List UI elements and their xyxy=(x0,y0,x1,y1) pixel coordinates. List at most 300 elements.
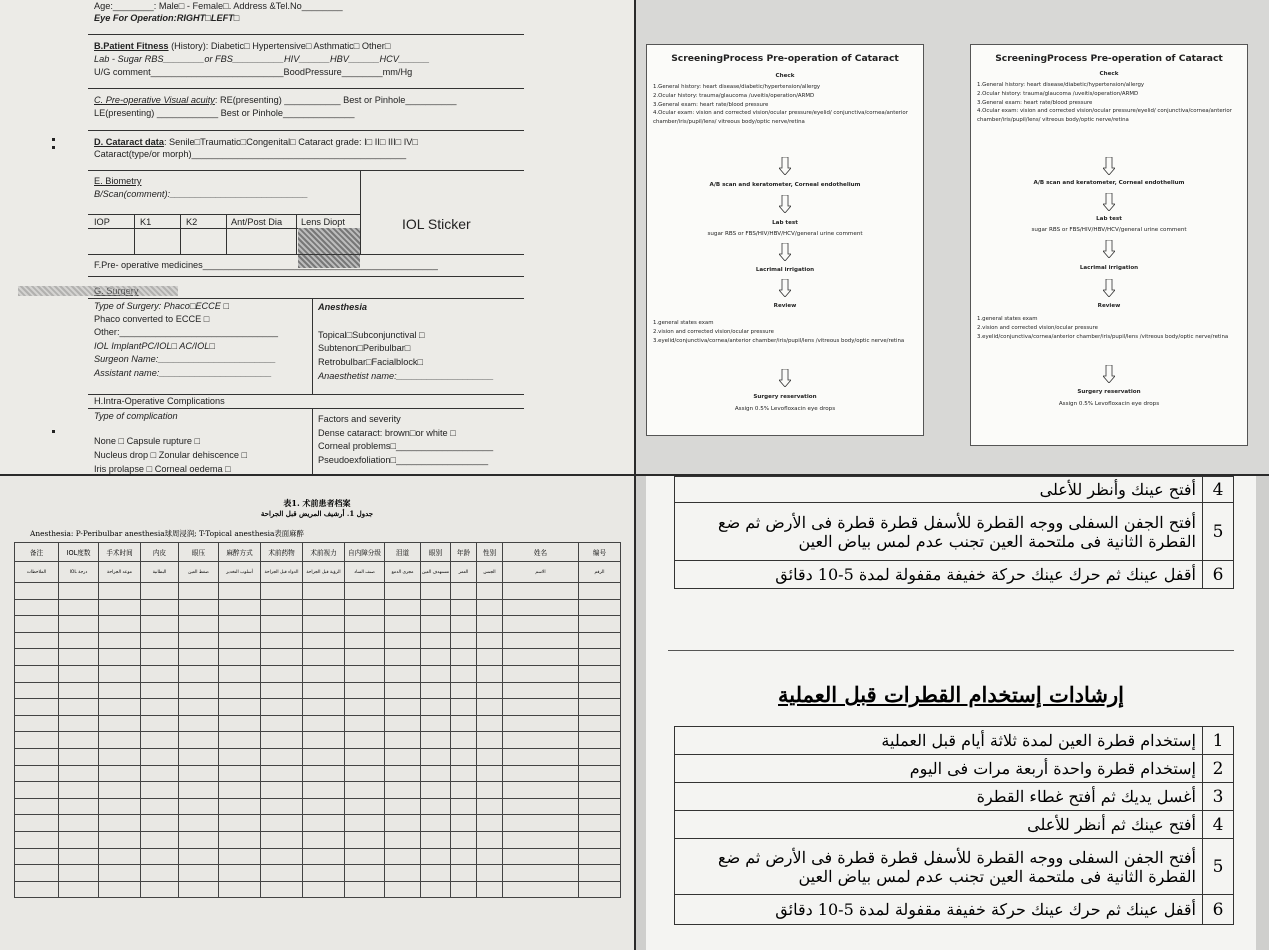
table-cell[interactable] xyxy=(219,616,261,633)
table-cell[interactable] xyxy=(141,831,179,848)
table-cell[interactable] xyxy=(261,649,303,666)
table-cell[interactable] xyxy=(451,715,477,732)
complication-line-2: Nucleus drop □ Zonular dehiscence □ xyxy=(94,450,248,460)
table-cell[interactable] xyxy=(579,815,621,832)
table-cell[interactable] xyxy=(345,649,385,666)
table-cell[interactable] xyxy=(15,798,59,815)
table-cell[interactable] xyxy=(503,665,579,682)
table-cell[interactable] xyxy=(303,782,345,799)
table-cell[interactable] xyxy=(261,616,303,633)
table-cell[interactable] xyxy=(99,815,141,832)
table-cell[interactable] xyxy=(303,699,345,716)
table-cell[interactable] xyxy=(477,616,503,633)
table-cell[interactable] xyxy=(261,848,303,865)
table-cell[interactable] xyxy=(385,682,421,699)
table-cell[interactable] xyxy=(141,599,179,616)
table-cell[interactable] xyxy=(261,748,303,765)
table-cell[interactable] xyxy=(15,831,59,848)
table-cell[interactable] xyxy=(303,715,345,732)
table-cell[interactable] xyxy=(15,715,59,732)
table-cell[interactable] xyxy=(503,649,579,666)
table-cell[interactable] xyxy=(579,616,621,633)
table-cell[interactable] xyxy=(421,665,451,682)
table-cell[interactable] xyxy=(503,599,579,616)
table-cell[interactable] xyxy=(219,798,261,815)
table-cell[interactable] xyxy=(579,848,621,865)
table-cell[interactable] xyxy=(503,632,579,649)
table-cell[interactable] xyxy=(385,748,421,765)
table-cell[interactable] xyxy=(477,732,503,749)
table-cell[interactable] xyxy=(579,699,621,716)
table-cell[interactable] xyxy=(261,599,303,616)
table-cell[interactable] xyxy=(503,583,579,600)
table-cell[interactable] xyxy=(59,765,99,782)
table-cell[interactable] xyxy=(345,682,385,699)
table-cell[interactable] xyxy=(59,815,99,832)
table-cell[interactable] xyxy=(385,715,421,732)
table-cell[interactable] xyxy=(261,583,303,600)
table-cell[interactable] xyxy=(261,831,303,848)
table-cell[interactable] xyxy=(503,748,579,765)
table-cell[interactable] xyxy=(579,798,621,815)
table-cell[interactable] xyxy=(303,881,345,898)
table-cell[interactable] xyxy=(219,665,261,682)
instruction-text: أفتح عينك ثم أنظر للأعلى xyxy=(675,811,1203,839)
table-cell[interactable] xyxy=(141,765,179,782)
table-cell[interactable] xyxy=(579,831,621,848)
table-cell[interactable] xyxy=(59,583,99,600)
table-subtitle: جدول 1. أرشيف المريض قبل الجراحة xyxy=(260,509,374,518)
table-cell[interactable] xyxy=(261,765,303,782)
table-cell[interactable] xyxy=(579,715,621,732)
table-cell[interactable] xyxy=(579,682,621,699)
table-cell[interactable] xyxy=(345,848,385,865)
table-cell[interactable] xyxy=(303,682,345,699)
table-cell[interactable] xyxy=(421,616,451,633)
table-cell[interactable] xyxy=(421,798,451,815)
table-cell[interactable] xyxy=(59,599,99,616)
table-cell[interactable] xyxy=(303,649,345,666)
table-cell[interactable] xyxy=(579,649,621,666)
table-cell[interactable] xyxy=(451,848,477,865)
table-cell[interactable] xyxy=(579,881,621,898)
table-cell[interactable] xyxy=(59,649,99,666)
table-cell[interactable] xyxy=(385,765,421,782)
header-cell: 眼压 xyxy=(179,543,219,562)
table-cell[interactable] xyxy=(385,782,421,799)
table-cell[interactable] xyxy=(385,616,421,633)
table-cell[interactable] xyxy=(15,649,59,666)
table-cell[interactable] xyxy=(99,881,141,898)
table-cell[interactable] xyxy=(477,649,503,666)
table-cell[interactable] xyxy=(179,782,219,799)
table-cell[interactable] xyxy=(345,881,385,898)
table-cell[interactable] xyxy=(179,599,219,616)
table-cell[interactable] xyxy=(385,665,421,682)
table-cell[interactable] xyxy=(99,583,141,600)
table-cell[interactable] xyxy=(385,732,421,749)
table-cell[interactable] xyxy=(477,831,503,848)
table-cell[interactable] xyxy=(451,732,477,749)
table-cell[interactable] xyxy=(421,815,451,832)
table-cell[interactable] xyxy=(59,665,99,682)
table-cell[interactable] xyxy=(15,848,59,865)
table-cell[interactable] xyxy=(503,782,579,799)
table-cell[interactable] xyxy=(261,632,303,649)
table-cell[interactable] xyxy=(345,748,385,765)
table-cell[interactable] xyxy=(219,831,261,848)
check-item: 2.Ocular history: trauma/glaucoma /uveitis/operation/ARMD xyxy=(653,92,815,99)
table-cell[interactable] xyxy=(303,732,345,749)
table-cell[interactable] xyxy=(261,798,303,815)
table-cell[interactable] xyxy=(477,798,503,815)
table-cell[interactable] xyxy=(579,732,621,749)
table-cell[interactable] xyxy=(345,765,385,782)
table-cell[interactable] xyxy=(421,649,451,666)
table-cell[interactable] xyxy=(303,583,345,600)
table-cell[interactable] xyxy=(451,815,477,832)
table-cell[interactable] xyxy=(219,682,261,699)
table-cell[interactable] xyxy=(345,665,385,682)
table-cell[interactable] xyxy=(385,632,421,649)
table-cell[interactable] xyxy=(179,583,219,600)
table-cell[interactable] xyxy=(421,715,451,732)
table-cell[interactable] xyxy=(219,715,261,732)
table-cell[interactable] xyxy=(99,732,141,749)
table-cell[interactable] xyxy=(385,798,421,815)
table-cell[interactable] xyxy=(421,765,451,782)
table-cell[interactable] xyxy=(451,583,477,600)
table-cell[interactable] xyxy=(303,599,345,616)
table-cell[interactable] xyxy=(477,815,503,832)
table-cell[interactable] xyxy=(477,848,503,865)
table-cell[interactable] xyxy=(141,732,179,749)
table-cell[interactable] xyxy=(503,616,579,633)
table-cell[interactable] xyxy=(303,616,345,633)
table-cell[interactable] xyxy=(59,682,99,699)
table-cell[interactable] xyxy=(179,831,219,848)
table-cell[interactable] xyxy=(303,765,345,782)
table-cell[interactable] xyxy=(579,632,621,649)
table-cell[interactable] xyxy=(421,599,451,616)
table-cell[interactable] xyxy=(141,881,179,898)
table-cell[interactable] xyxy=(385,583,421,600)
table-cell[interactable] xyxy=(261,682,303,699)
table-cell[interactable] xyxy=(179,815,219,832)
table-cell[interactable] xyxy=(261,732,303,749)
header-cell: 眼别 xyxy=(421,543,451,562)
table-cell[interactable] xyxy=(421,865,451,882)
table-cell[interactable] xyxy=(385,865,421,882)
table-cell[interactable] xyxy=(385,649,421,666)
table-cell[interactable] xyxy=(345,599,385,616)
table-cell[interactable] xyxy=(503,732,579,749)
table-cell[interactable] xyxy=(345,782,385,799)
table-cell[interactable] xyxy=(59,881,99,898)
table-cell[interactable] xyxy=(421,782,451,799)
header-cell: 姓名 xyxy=(503,543,579,562)
table-cell[interactable] xyxy=(179,848,219,865)
table-cell[interactable] xyxy=(99,682,141,699)
table-cell[interactable] xyxy=(421,682,451,699)
table-cell[interactable] xyxy=(421,583,451,600)
table-cell[interactable] xyxy=(179,699,219,716)
table-cell[interactable] xyxy=(303,632,345,649)
table-cell[interactable] xyxy=(451,765,477,782)
table-cell[interactable] xyxy=(451,881,477,898)
table-cell[interactable] xyxy=(59,616,99,633)
table-cell[interactable] xyxy=(141,715,179,732)
table-cell[interactable] xyxy=(345,616,385,633)
table-cell[interactable] xyxy=(261,782,303,799)
table-cell[interactable] xyxy=(99,715,141,732)
table-cell[interactable] xyxy=(451,699,477,716)
table-cell[interactable] xyxy=(421,632,451,649)
table-cell[interactable] xyxy=(219,583,261,600)
table-cell[interactable] xyxy=(219,699,261,716)
table-cell[interactable] xyxy=(303,831,345,848)
table-cell[interactable] xyxy=(59,782,99,799)
table-cell[interactable] xyxy=(579,748,621,765)
table-cell[interactable] xyxy=(579,865,621,882)
table-cell[interactable] xyxy=(503,798,579,815)
table-cell[interactable] xyxy=(219,732,261,749)
table-cell[interactable] xyxy=(99,765,141,782)
table-cell[interactable] xyxy=(99,632,141,649)
table-cell[interactable] xyxy=(59,699,99,716)
table-cell[interactable] xyxy=(219,599,261,616)
table-cell[interactable] xyxy=(421,831,451,848)
table-cell[interactable] xyxy=(451,616,477,633)
table-cell[interactable] xyxy=(59,848,99,865)
table-cell[interactable] xyxy=(141,782,179,799)
table-cell[interactable] xyxy=(179,715,219,732)
table-cell[interactable] xyxy=(579,665,621,682)
table-cell[interactable] xyxy=(503,831,579,848)
table-cell[interactable] xyxy=(15,583,59,600)
table-cell[interactable] xyxy=(579,765,621,782)
table-cell[interactable] xyxy=(15,815,59,832)
table-cell[interactable] xyxy=(179,665,219,682)
table-cell[interactable] xyxy=(451,798,477,815)
table-title: 表1. 术前患者档案 xyxy=(283,498,351,508)
table-cell[interactable] xyxy=(503,699,579,716)
table-cell[interactable] xyxy=(99,782,141,799)
table-cell[interactable] xyxy=(141,798,179,815)
table-cell[interactable] xyxy=(141,632,179,649)
table-cell[interactable] xyxy=(179,748,219,765)
table-cell[interactable] xyxy=(179,616,219,633)
table-cell[interactable] xyxy=(219,748,261,765)
table-cell[interactable] xyxy=(303,848,345,865)
table-cell[interactable] xyxy=(15,865,59,882)
review-item: 2.vision and corrected vision/ocular pressure xyxy=(977,324,1098,331)
table-cell[interactable] xyxy=(503,865,579,882)
table-cell[interactable] xyxy=(579,583,621,600)
table-cell[interactable] xyxy=(421,748,451,765)
table-cell[interactable] xyxy=(99,748,141,765)
table-cell[interactable] xyxy=(421,732,451,749)
table-cell[interactable] xyxy=(261,815,303,832)
table-cell[interactable] xyxy=(451,632,477,649)
table-cell[interactable] xyxy=(451,682,477,699)
table-cell[interactable] xyxy=(99,848,141,865)
table-cell[interactable] xyxy=(345,831,385,848)
table-cell[interactable] xyxy=(477,583,503,600)
table-cell[interactable] xyxy=(303,815,345,832)
table-cell[interactable] xyxy=(421,848,451,865)
table-cell[interactable] xyxy=(179,732,219,749)
table-cell[interactable] xyxy=(451,649,477,666)
instruction-text: إستخدام قطرة العين لمدة ثلاثة أيام قبل العملية xyxy=(675,727,1203,755)
table-cell[interactable] xyxy=(385,848,421,865)
table-cell[interactable] xyxy=(345,732,385,749)
table-cell[interactable] xyxy=(451,599,477,616)
table-cell[interactable] xyxy=(477,599,503,616)
table-cell[interactable] xyxy=(503,715,579,732)
instruction-row xyxy=(675,503,1234,561)
table-cell[interactable] xyxy=(141,865,179,882)
instruction-row xyxy=(675,783,1234,811)
table-cell[interactable] xyxy=(15,665,59,682)
table-cell[interactable] xyxy=(477,782,503,799)
table-cell[interactable] xyxy=(141,665,179,682)
table-cell[interactable] xyxy=(477,665,503,682)
table-cell[interactable] xyxy=(179,632,219,649)
table-cell[interactable] xyxy=(179,649,219,666)
table-row xyxy=(15,616,621,633)
table-cell[interactable] xyxy=(303,865,345,882)
table-cell[interactable] xyxy=(99,616,141,633)
table-cell[interactable] xyxy=(503,848,579,865)
table-cell[interactable] xyxy=(345,699,385,716)
table-cell[interactable] xyxy=(15,765,59,782)
table-cell[interactable] xyxy=(59,748,99,765)
table-cell[interactable] xyxy=(59,798,99,815)
table-cell[interactable] xyxy=(15,599,59,616)
table-cell[interactable] xyxy=(503,815,579,832)
table-cell[interactable] xyxy=(261,715,303,732)
table-cell[interactable] xyxy=(345,632,385,649)
table-cell[interactable] xyxy=(385,699,421,716)
table-cell[interactable] xyxy=(15,699,59,716)
table-cell[interactable] xyxy=(99,798,141,815)
table-cell[interactable] xyxy=(345,583,385,600)
table-cell[interactable] xyxy=(179,798,219,815)
table-cell[interactable] xyxy=(261,665,303,682)
table-cell[interactable] xyxy=(261,865,303,882)
table-cell[interactable] xyxy=(579,782,621,799)
table-cell[interactable] xyxy=(219,881,261,898)
table-cell[interactable] xyxy=(261,881,303,898)
table-cell[interactable] xyxy=(59,831,99,848)
complication-line-3: Iris prolapse □ Corneal oedema □ xyxy=(94,464,231,474)
table-cell[interactable] xyxy=(477,682,503,699)
table-cell[interactable] xyxy=(99,599,141,616)
table-cell[interactable] xyxy=(59,632,99,649)
table-cell[interactable] xyxy=(15,881,59,898)
table-cell[interactable] xyxy=(219,782,261,799)
table-cell[interactable] xyxy=(261,699,303,716)
table-cell[interactable] xyxy=(141,616,179,633)
table-cell[interactable] xyxy=(179,765,219,782)
table-cell[interactable] xyxy=(451,748,477,765)
table-cell[interactable] xyxy=(141,649,179,666)
table-cell[interactable] xyxy=(503,765,579,782)
table-cell[interactable] xyxy=(219,632,261,649)
table-cell[interactable] xyxy=(219,765,261,782)
table-cell[interactable] xyxy=(99,699,141,716)
table-cell[interactable] xyxy=(345,865,385,882)
table-cell[interactable] xyxy=(451,665,477,682)
table-cell[interactable] xyxy=(451,831,477,848)
table-cell[interactable] xyxy=(59,865,99,882)
table-cell[interactable] xyxy=(477,881,503,898)
table-cell[interactable] xyxy=(303,748,345,765)
table-cell[interactable] xyxy=(15,782,59,799)
table-cell[interactable] xyxy=(219,848,261,865)
table-cell[interactable] xyxy=(15,632,59,649)
table-cell[interactable] xyxy=(179,682,219,699)
table-cell[interactable] xyxy=(477,865,503,882)
table-cell[interactable] xyxy=(503,881,579,898)
table-cell[interactable] xyxy=(141,815,179,832)
table-cell[interactable] xyxy=(451,865,477,882)
table-cell[interactable] xyxy=(421,881,451,898)
table-cell[interactable] xyxy=(303,665,345,682)
table-cell[interactable] xyxy=(99,865,141,882)
table-cell[interactable] xyxy=(385,599,421,616)
table-cell[interactable] xyxy=(477,632,503,649)
table-cell[interactable] xyxy=(477,748,503,765)
table-cell[interactable] xyxy=(15,748,59,765)
table-cell[interactable] xyxy=(15,682,59,699)
table-cell[interactable] xyxy=(141,583,179,600)
table-cell[interactable] xyxy=(451,782,477,799)
table-cell[interactable] xyxy=(219,649,261,666)
table-cell[interactable] xyxy=(385,815,421,832)
table-cell[interactable] xyxy=(219,865,261,882)
table-cell[interactable] xyxy=(15,732,59,749)
table-cell[interactable] xyxy=(421,699,451,716)
table-cell[interactable] xyxy=(99,649,141,666)
table-cell[interactable] xyxy=(99,665,141,682)
table-cell[interactable] xyxy=(141,848,179,865)
table-cell[interactable] xyxy=(477,699,503,716)
table-row xyxy=(15,815,621,832)
table-cell[interactable] xyxy=(579,599,621,616)
table-cell[interactable] xyxy=(477,765,503,782)
table-cell[interactable] xyxy=(345,715,385,732)
table-cell[interactable] xyxy=(477,715,503,732)
table-cell[interactable] xyxy=(303,798,345,815)
table-cell[interactable] xyxy=(179,881,219,898)
table-cell[interactable] xyxy=(345,798,385,815)
table-cell[interactable] xyxy=(385,881,421,898)
table-cell[interactable] xyxy=(385,831,421,848)
table-cell[interactable] xyxy=(99,831,141,848)
table-cell[interactable] xyxy=(141,748,179,765)
table-cell[interactable] xyxy=(59,715,99,732)
table-cell[interactable] xyxy=(141,682,179,699)
table-cell[interactable] xyxy=(179,865,219,882)
table-cell[interactable] xyxy=(141,699,179,716)
table-cell[interactable] xyxy=(15,616,59,633)
table-cell[interactable] xyxy=(345,815,385,832)
table-cell[interactable] xyxy=(219,815,261,832)
table-cell[interactable] xyxy=(503,682,579,699)
table-cell[interactable] xyxy=(59,732,99,749)
